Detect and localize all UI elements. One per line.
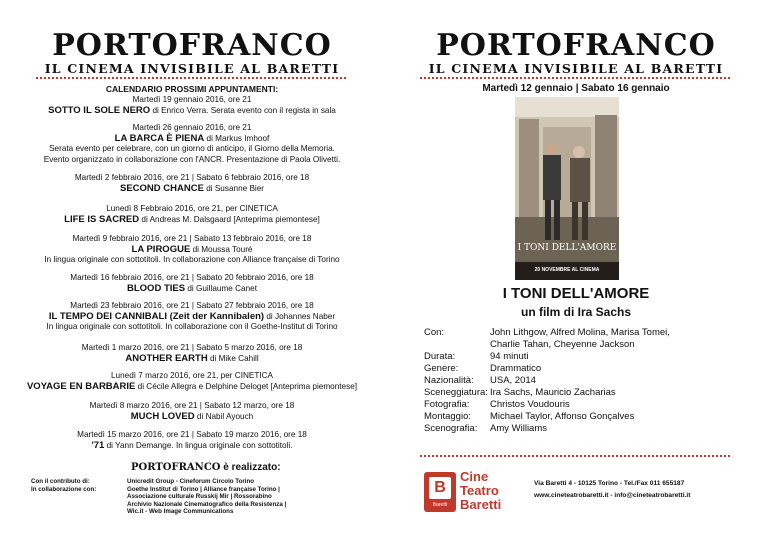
event-item <box>0 430 384 451</box>
info-row <box>424 423 547 435</box>
cinema-name-line: Teatro <box>460 483 499 498</box>
event-note: Evento organizzato in collaborazione con l'ANCR. Presentazione di Paola Olivetti. <box>43 154 341 164</box>
credits-brand: PORTOFRANCO <box>131 462 221 473</box>
event-title: ANOTHER EARTH <box>125 352 208 364</box>
dotted-divider <box>420 455 730 457</box>
event-note: Serata evento per celebrare, con un giorno di anticipo, il Giorno della Memoria. <box>49 144 335 153</box>
info-value: USA, 2014 <box>490 375 536 386</box>
info-row <box>424 387 616 399</box>
info-value: 94 minuti <box>490 351 529 362</box>
event-title-line <box>0 134 384 145</box>
event-date: Martedì 1 marzo 2016, ore 21 | Sabato 5 marzo 2016, ore 18 <box>81 343 303 352</box>
right-panel <box>384 0 768 543</box>
info-value: Charlie Tahan, Cheyenne Jackson <box>490 339 635 350</box>
brand-header-right <box>384 30 768 76</box>
info-label: Scenografia: <box>424 423 478 434</box>
info-row <box>424 327 670 339</box>
info-value: Christos Voudouris <box>490 399 570 410</box>
credits-label-contributo: Con il contributo di: <box>31 478 90 485</box>
info-row <box>424 411 634 423</box>
event-by: di Nabil Ayouch <box>196 411 254 421</box>
event-title-line <box>0 354 384 365</box>
info-row <box>424 399 570 411</box>
event-item <box>0 95 384 116</box>
info-value: Amy Williams <box>490 423 547 434</box>
cinema-name-line: Baretti <box>460 497 502 512</box>
event-title-line <box>0 184 384 195</box>
info-value: Michael Taylor, Affonso Gonçalves <box>490 411 635 422</box>
cinema-name <box>460 470 501 512</box>
event-item <box>0 234 384 266</box>
event-item <box>0 371 384 392</box>
poster-title: I TONI DELL'AMORE <box>517 243 617 253</box>
event-title: SOTTO IL SOLE NERO <box>48 104 151 116</box>
event-by: di Enrico Verra. Serata evento con il regista in sala <box>152 105 336 115</box>
brand-header-left <box>0 30 384 76</box>
event-by: di Guillaume Canet <box>187 283 257 293</box>
info-label: Sceneggiatura: <box>424 387 488 398</box>
film-director: un film di Ira Sachs <box>520 305 632 319</box>
event-by: di Johannes Naber <box>266 311 336 321</box>
event-title: BLOOD TIES <box>127 282 186 294</box>
event-title: LIFE IS SACRED <box>64 213 140 225</box>
event-by: di Susanne Bier <box>206 183 265 193</box>
event-title: MUCH LOVED <box>130 410 195 422</box>
info-value: Ira Sachs, Mauricio Zacharias <box>490 387 616 398</box>
event-date: Martedì 2 febbraio 2016, ore 21 | Sabato 6 febbraio 2016, ore 18 <box>74 173 310 182</box>
event-title: SECOND CHANCE <box>119 182 204 194</box>
event-by: di Mike Cahill <box>209 353 259 363</box>
screening-dates: Martedì 12 gennaio | Sabato 16 gennaio <box>482 83 670 94</box>
event-date: Martedì 8 marzo 2016, ore 21 | Sabato 12 marzo, ore 18 <box>89 401 295 410</box>
info-label: Montaggio: <box>424 411 472 422</box>
event-title-line <box>0 312 384 323</box>
event-title-line <box>0 215 384 226</box>
dotted-divider <box>420 77 730 79</box>
info-label: Fotografia: <box>424 399 470 410</box>
brand-title: PORTOFRANCO <box>436 28 716 63</box>
event-by: di Moussa Touré <box>192 244 253 254</box>
event-note: In lingua originale con sottotitoli. In collaborazione con Alliance française di Torino <box>44 255 340 264</box>
event-date: Martedì 9 febbraio 2016, ore 21 | Sabato 13 febbraio 2016, ore 18 <box>72 234 312 243</box>
event-item <box>0 401 384 422</box>
calendar-heading: CALENDARIO PROSSIMI APPUNTAMENTI: <box>105 84 279 94</box>
event-by: di Andreas M. Dalsgaard [Anteprima piemontese] <box>141 214 320 224</box>
event-date: Martedì 19 gennaio 2016, ore 21 <box>132 95 252 104</box>
event-date: Lunedì 8 Febbraio 2016, ore 21, per CINETICA <box>106 204 278 213</box>
credits-realizzato: è realizzato: <box>223 462 281 473</box>
info-row <box>424 351 529 363</box>
info-label: Durata: <box>424 351 456 362</box>
poster-note: 20 NOVEMBRE AL CINEMA <box>534 267 600 273</box>
event-by: di Markus Imhoof <box>206 133 270 143</box>
film-poster <box>515 97 619 280</box>
brand-subtitle: IL CINEMA INVISIBILE AL BARETTI <box>428 61 724 76</box>
cinema-name-line: Cine <box>460 469 489 484</box>
event-item <box>0 343 384 364</box>
event-note: In lingua originale con sottotitoli. In collaborazione con il Goethe-Institut di Torino <box>46 322 338 331</box>
cinema-contacts: www.cineteatrobaretti.it - info@cineteatrobaretti.it <box>534 492 691 499</box>
event-item <box>0 204 384 225</box>
event-title: IL TEMPO DEI CANNIBALI (Zeit der Kannibalen) <box>48 310 265 322</box>
credits-line: Wic.it - Web Image Communications <box>127 508 234 516</box>
credits-line: Unicredit Group - Cineforum Circolo Torino <box>127 478 255 485</box>
event-date: Martedì 15 marzo 2016, ore 21 | Sabato 19 marzo 2016, ore 18 <box>77 430 307 439</box>
credits-line: Goethe Institut di Torino | Alliance française Torino | <box>127 485 280 493</box>
info-value: Drammatico <box>490 363 542 374</box>
cinema-badge-letter: B <box>429 477 451 499</box>
event-title-line <box>0 382 384 393</box>
event-title-line <box>0 412 384 423</box>
cinema-badge <box>424 472 456 512</box>
info-row <box>424 339 635 351</box>
film-title: I TONI DELL'AMORE <box>502 285 650 302</box>
event-by: di Yann Demange. In lingua originale con sottotitoli. <box>106 440 293 450</box>
event-title: LA BARCA È PIENA <box>114 132 205 144</box>
event-item <box>0 273 384 294</box>
cinema-logo <box>424 470 520 516</box>
credits-label-collaborazione: In collaborazione con: <box>31 485 97 493</box>
event-date: Martedì 23 febbraio 2016, ore 21 | Sabato 27 febbraio 2016, ore 18 <box>70 301 314 310</box>
cinema-badge-text: Baretti <box>432 502 448 508</box>
event-title: VOYAGE EN BARBARIE <box>26 380 136 392</box>
event-title: '71 <box>91 439 105 451</box>
event-item <box>0 301 384 333</box>
event-title-line <box>0 441 384 452</box>
event-date: Martedì 16 febbraio 2016, ore 21 | Sabato 20 febbraio 2016, ore 18 <box>70 273 314 282</box>
event-title-line <box>0 106 384 117</box>
event-date: Martedì 26 gennaio 2016, ore 21 <box>132 123 252 132</box>
dotted-divider <box>36 77 346 79</box>
info-label: Con: <box>424 327 445 338</box>
event-title-line <box>0 284 384 295</box>
credits-lines <box>127 478 286 516</box>
cinema-address: Via Baretti 4 - 10125 Torino - Tel./Fax 011 655187 <box>534 480 685 487</box>
credits-line: Archivio Nazionale Cinematografico della Resistenza | <box>127 500 287 508</box>
info-label: Nazionalità: <box>424 375 474 386</box>
event-title-line <box>0 245 384 256</box>
info-label: Genere: <box>424 363 459 374</box>
brand-title: PORTOFRANCO <box>52 28 332 63</box>
credits-line: Associazione culturale Russkij Mir | Rossorabino <box>127 493 272 501</box>
info-row <box>424 375 536 387</box>
event-item <box>0 173 384 194</box>
event-title: LA PIROGUE <box>131 243 191 255</box>
event-by: di Cécile Allegra e Delphine Deloget [Anteprima piemontese] <box>137 381 358 391</box>
event-date: Lunedì 7 marzo 2016, ore 21, per CINETICA <box>110 371 273 380</box>
brand-subtitle: IL CINEMA INVISIBILE AL BARETTI <box>44 61 340 76</box>
info-value: John Lithgow, Alfred Molina, Marisa Tomei, <box>490 327 670 338</box>
event-item <box>0 123 384 165</box>
info-row <box>424 363 541 375</box>
